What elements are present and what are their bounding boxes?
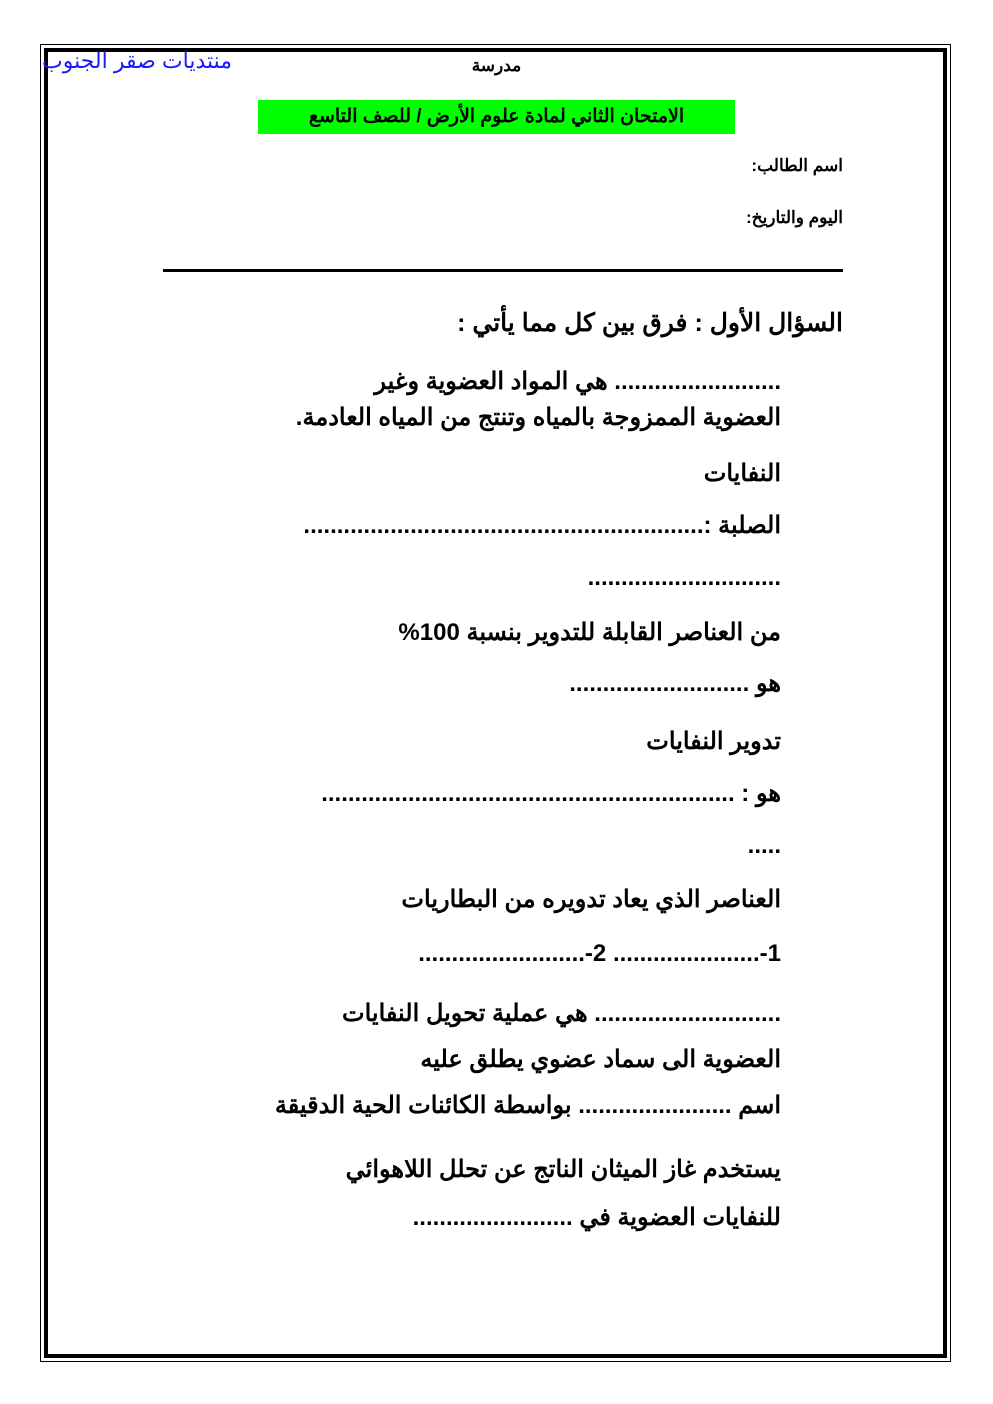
item-1-line-2: العضوية الممزوجة بالمياه وتنتج من المياه العادمة. [295, 404, 781, 431]
school-label: مدرسة [471, 56, 522, 75]
item-5-line-1: العناصر الذي يعاد تدويره من البطاريات [401, 886, 781, 913]
item-7-line-2: للنفايات العضوية في ........................ [412, 1204, 781, 1231]
exam-title: الامتحان الثاني لمادة علوم الأرض / للصف التاسع [258, 100, 735, 134]
divider-rule [163, 269, 843, 272]
item-2-line-3: ............................. [587, 564, 781, 591]
item-6-line-1: ............................ هي عملية تحويل النفايات [342, 1000, 781, 1027]
forum-watermark: منتديات صقر الجنوب [42, 48, 233, 73]
item-4-line-3: ..... [747, 832, 781, 859]
question-title: السؤال الأول : فرق بين كل مما يأتي : [457, 309, 843, 337]
student-name-label: اسم الطالب: [751, 156, 843, 175]
item-3-line-1: من العناصر القابلة للتدوير بنسبة 100% [398, 619, 781, 646]
item-2-line-2: الصلبة :............................................................ [303, 512, 781, 539]
item-5-line-2: 1-...................... 2-......................... [418, 940, 781, 967]
item-3-line-2: هو ........................... [569, 670, 781, 697]
item-1-line-1: ......................... هي المواد العضوية وغير [374, 368, 781, 395]
item-6-line-3: اسم ....................... بواسطة الكائنات الحية الدقيقة [274, 1092, 781, 1119]
item-2-line-1: النفايات [703, 460, 781, 487]
item-4-line-1: تدوير النفايات [646, 728, 781, 755]
item-7-line-1: يستخدم غاز الميثان الناتج عن تحلل اللاهوائي [345, 1156, 781, 1183]
date-label: اليوم والتاريخ: [745, 208, 843, 227]
item-6-line-2: العضوية الى سماد عضوي يطلق عليه [420, 1046, 781, 1073]
item-4-line-2: هو : .............................................................. [321, 780, 781, 807]
